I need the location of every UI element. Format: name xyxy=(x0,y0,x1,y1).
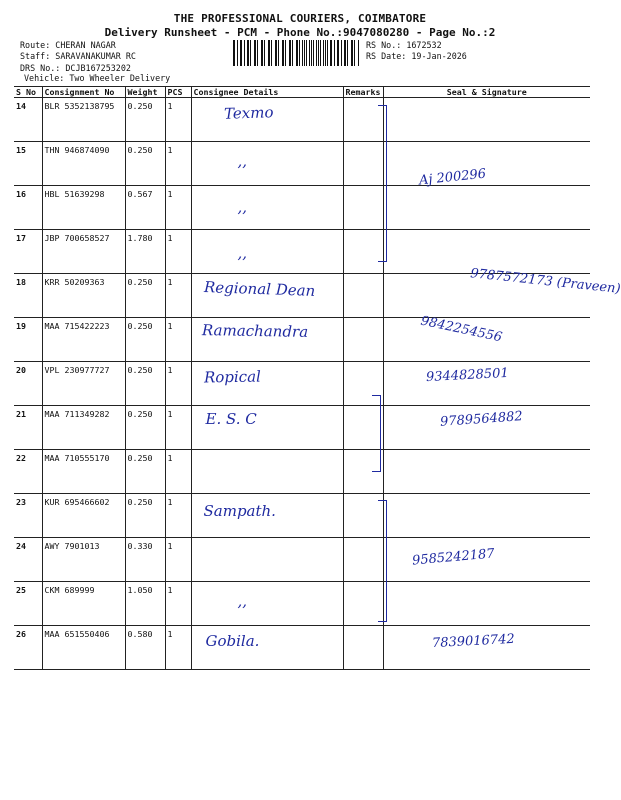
cell-pcs: 1 xyxy=(165,582,191,626)
cell-sno: 24 xyxy=(14,538,42,582)
handwritten-consignee: Regional Dean xyxy=(203,278,316,300)
vehicle-label: Vehicle: Two Wheeler Delivery xyxy=(24,73,171,83)
cell-pcs: 1 xyxy=(165,230,191,274)
cell-weight: 1.780 xyxy=(125,230,165,274)
cell-consignment-no: MAA 711349282 xyxy=(42,406,125,450)
cell-remarks xyxy=(343,494,383,538)
cell-consignee xyxy=(191,318,343,362)
barcode-image xyxy=(233,40,359,66)
cell-sno: 15 xyxy=(14,142,42,186)
handwritten-consignee: Texmo xyxy=(223,103,274,123)
handwritten-consignee: Ropical xyxy=(203,367,261,387)
table-row xyxy=(14,318,590,362)
cell-pcs: 1 xyxy=(165,142,191,186)
cell-consignee xyxy=(191,538,343,582)
route-label: Route: CHERAN NAGAR xyxy=(20,40,116,50)
handwritten-consignee: ,, xyxy=(237,244,248,262)
cell-weight: 0.250 xyxy=(125,318,165,362)
cell-weight: 0.250 xyxy=(125,450,165,494)
cell-pcs: 1 xyxy=(165,538,191,582)
cell-pcs: 1 xyxy=(165,318,191,362)
cell-consignee xyxy=(191,274,343,318)
cell-seal-signature xyxy=(383,538,590,582)
drs-number: DRS No.: DCJB167253202 xyxy=(20,63,131,73)
cell-sno: 14 xyxy=(14,98,42,142)
cell-remarks xyxy=(343,142,383,186)
cell-consignee xyxy=(191,626,343,670)
cell-pcs: 1 xyxy=(165,186,191,230)
cell-seal-signature xyxy=(383,98,590,142)
cell-pcs: 1 xyxy=(165,362,191,406)
table-row xyxy=(14,538,590,582)
table-row xyxy=(14,450,590,494)
cell-consignment-no: KRR 50209363 xyxy=(42,274,125,318)
cell-remarks xyxy=(343,274,383,318)
table-row xyxy=(14,406,590,450)
cell-remarks xyxy=(343,98,383,142)
table-row xyxy=(14,274,590,318)
cell-sno: 17 xyxy=(14,230,42,274)
col-consignee: Consignee Details xyxy=(191,87,343,98)
rs-date: RS Date: 19-Jan-2026 xyxy=(366,51,467,61)
cell-weight: 0.580 xyxy=(125,626,165,670)
barcode-bar xyxy=(282,40,283,66)
table-row xyxy=(14,626,590,670)
handwritten-signature: 9842254556 xyxy=(418,313,503,346)
cell-seal-signature xyxy=(383,266,621,318)
cell-weight: 0.250 xyxy=(125,274,165,318)
cell-consignment-no: CKM 689999 xyxy=(42,582,125,626)
table-row xyxy=(14,494,590,538)
cell-pcs: 1 xyxy=(165,274,191,318)
cell-consignee xyxy=(191,450,343,494)
cell-consignment-no: THN 946874090 xyxy=(42,142,125,186)
remarks-bracket-upper xyxy=(378,105,387,262)
cell-weight: 0.250 xyxy=(125,406,165,450)
barcode-bar xyxy=(302,40,303,66)
cell-remarks xyxy=(343,318,383,362)
runsheet-subtitle: Delivery Runsheet - PCM - Phone No.:9047080280 - Page No.:2 xyxy=(104,26,496,39)
staff-label: Staff: SARAVANAKUMAR RC xyxy=(20,51,136,61)
table-row xyxy=(14,362,590,406)
handwritten-signature: 9787572173 (Praveen) xyxy=(469,266,621,297)
cell-sno: 18 xyxy=(14,274,42,318)
cell-sno: 16 xyxy=(14,186,42,230)
cell-consignment-no: MAA 710555170 xyxy=(42,450,125,494)
handwritten-consignee: Ramachandra xyxy=(201,321,308,341)
cell-weight: 0.567 xyxy=(125,186,165,230)
cell-pcs: 1 xyxy=(165,450,191,494)
cell-remarks xyxy=(343,626,383,670)
cell-sno: 26 xyxy=(14,626,42,670)
cell-sno: 21 xyxy=(14,406,42,450)
cell-pcs: 1 xyxy=(165,494,191,538)
cell-consignee xyxy=(191,230,343,274)
barcode-bar xyxy=(264,40,265,66)
cell-weight: 1.050 xyxy=(125,582,165,626)
cell-weight: 0.330 xyxy=(125,538,165,582)
cell-consignee xyxy=(191,362,343,406)
barcode-bar xyxy=(323,40,324,66)
company-title: THE PROFESSIONAL COURIERS, COIMBATORE xyxy=(173,12,427,25)
cell-consignment-no: AWY 7901013 xyxy=(42,538,125,582)
table-row xyxy=(14,142,590,186)
cell-consignee xyxy=(191,142,343,186)
cell-weight: 0.250 xyxy=(125,142,165,186)
cell-remarks xyxy=(343,538,383,582)
cell-seal-signature xyxy=(383,362,590,406)
cell-sno: 25 xyxy=(14,582,42,626)
table-row xyxy=(14,186,590,230)
cell-consignee xyxy=(191,494,343,538)
cell-consignee xyxy=(191,98,343,142)
handwritten-signature: Aj 200296 xyxy=(417,166,487,189)
handwritten-consignee: Gobila. xyxy=(205,632,260,650)
col-seal-signature: Seal & Signature xyxy=(383,87,590,98)
col-remarks: Remarks xyxy=(343,87,383,98)
handwritten-consignee: ,, xyxy=(237,198,248,216)
cell-remarks xyxy=(343,186,383,230)
cell-seal-signature xyxy=(383,450,590,494)
table-row xyxy=(14,98,590,142)
cell-seal-signature xyxy=(383,313,590,362)
cell-sno: 20 xyxy=(14,362,42,406)
col-sno: S No xyxy=(14,87,42,98)
cell-consignment-no: VPL 230977727 xyxy=(42,362,125,406)
cell-consignment-no: MAA 715422223 xyxy=(42,318,125,362)
cell-weight: 0.250 xyxy=(125,362,165,406)
table-row xyxy=(14,582,590,626)
cell-pcs: 1 xyxy=(165,626,191,670)
cell-weight: 0.250 xyxy=(125,494,165,538)
cell-sno: 19 xyxy=(14,318,42,362)
handwritten-consignee: ,, xyxy=(237,592,248,610)
cell-consignee xyxy=(191,406,343,450)
handwritten-signature: 9789564882 xyxy=(439,409,523,430)
handwritten-signature: 9585242187 xyxy=(411,546,495,569)
cell-seal-signature xyxy=(383,406,590,450)
handwritten-signature: 7839016742 xyxy=(431,631,515,652)
cell-seal-signature xyxy=(383,582,590,626)
runsheet-table xyxy=(14,86,621,670)
cell-pcs: 1 xyxy=(165,98,191,142)
cell-consignee xyxy=(191,582,343,626)
cell-seal-signature xyxy=(383,626,590,670)
col-pcs: PCS xyxy=(165,87,191,98)
cell-seal-signature xyxy=(383,166,590,230)
cell-sno: 23 xyxy=(14,494,42,538)
cell-consignment-no: JBP 700658527 xyxy=(42,230,125,274)
cell-consignment-no: HBL 51639298 xyxy=(42,186,125,230)
remarks-bracket-middle xyxy=(372,395,381,472)
cell-weight: 0.250 xyxy=(125,98,165,142)
cell-remarks xyxy=(343,582,383,626)
handwritten-consignee: Sampath. xyxy=(203,502,276,520)
handwritten-consignee: ,, xyxy=(237,152,248,170)
table-header-row xyxy=(14,87,590,98)
cell-pcs: 1 xyxy=(165,406,191,450)
remarks-bracket-lower xyxy=(378,500,387,622)
cell-sno: 22 xyxy=(14,450,42,494)
cell-consignment-no: BLR 5352138795 xyxy=(42,98,125,142)
handwritten-consignee: E. S. C xyxy=(205,410,257,428)
cell-consignment-no: MAA 651550406 xyxy=(42,626,125,670)
rs-number: RS No.: 1672532 xyxy=(366,40,442,50)
cell-consignee xyxy=(191,186,343,230)
col-consignment: Consignment No xyxy=(42,87,125,98)
cell-consignment-no: KUR 695466602 xyxy=(42,494,125,538)
cell-seal-signature xyxy=(383,494,590,538)
cell-remarks xyxy=(343,230,383,274)
col-weight: Weight xyxy=(125,87,165,98)
barcode-bar xyxy=(347,40,348,66)
barcode-bar xyxy=(241,40,242,66)
table-row xyxy=(14,230,590,274)
handwritten-signature: 9344828501 xyxy=(425,365,509,386)
